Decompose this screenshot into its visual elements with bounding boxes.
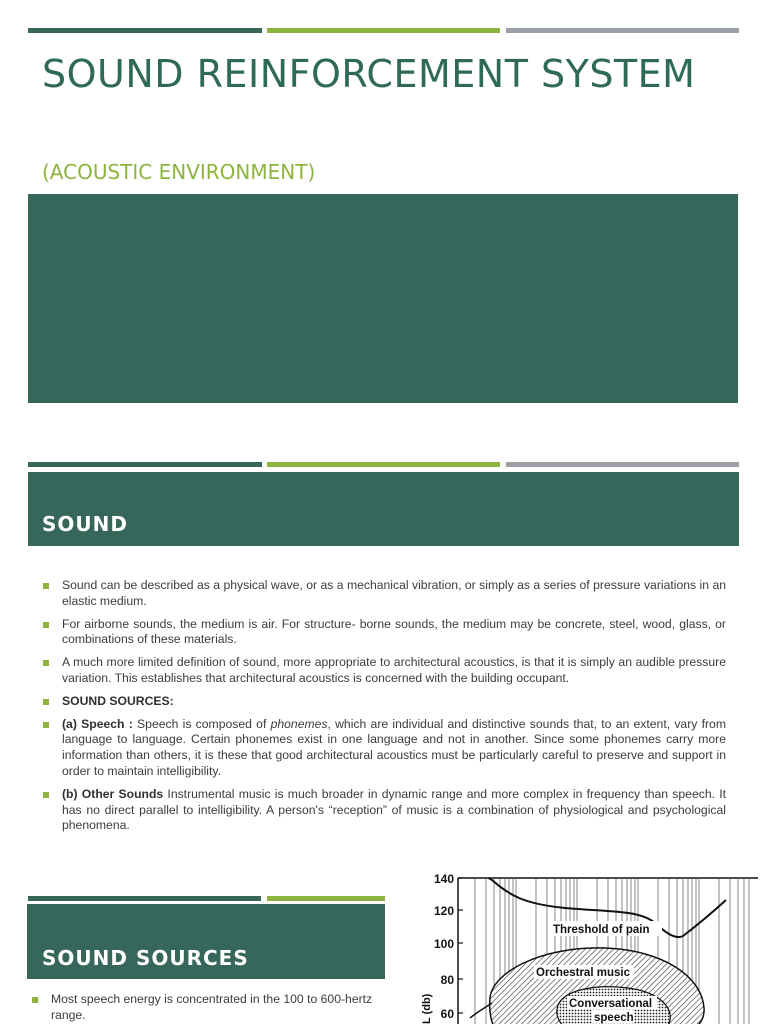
bullet-square-icon bbox=[32, 997, 38, 1003]
y-tick-80: 80 bbox=[440, 973, 454, 987]
other-sounds-text: Instrumental music is much broader in dynamic range and more complex in frequency than speech. It has no direct parallel to intelligibility. A person's “reception” of music is a combination of physiological and psychological phenomena. bbox=[62, 786, 726, 833]
y-tick-120: 120 bbox=[433, 904, 454, 918]
bullet-square-icon bbox=[43, 792, 49, 798]
bullet-square-icon bbox=[43, 699, 49, 705]
conversational-label: Conversational bbox=[569, 998, 653, 1010]
sound-heading: SOUND bbox=[42, 512, 128, 536]
sound-bullet-list bbox=[42, 578, 726, 841]
other-sounds-label: (b) Other Sounds bbox=[62, 786, 164, 801]
bullet-square-icon bbox=[43, 660, 49, 666]
sound-level-figure bbox=[400, 868, 768, 1024]
slide-subtitle: (ACOUSTIC ENVIRONMENT) bbox=[42, 160, 316, 184]
y-tick-labels bbox=[434, 872, 454, 1021]
bullet-square-icon bbox=[43, 583, 49, 589]
sound-sources-label: SOUND SOURCES: bbox=[62, 693, 174, 708]
bullet-text: Sound can be described as a physical wave, or as a mechanical vibration, or simply as a series of pressure variations in an elastic medium. bbox=[62, 578, 726, 608]
y-tick-60: 60 bbox=[440, 1007, 454, 1021]
bullet-text: For airborne sounds, the medium is air. For structure- borne sounds, the medium may be concrete, steel, wood, glass, or combinations of these materials. bbox=[62, 616, 726, 647]
rule-dark-green bbox=[28, 28, 262, 33]
speech-text-before: Speech is composed of bbox=[132, 716, 271, 731]
y-axis-label: L (db) bbox=[421, 993, 433, 1024]
list-item bbox=[42, 717, 726, 780]
speech-text-after: , which are individual and distinctive sounds that, to an extent, vary from language to language. Certain phonemes exist in one language and not in another. Since some phonemes carry more information than others, it is these that good architectural acoustics must be particularly careful to preserve and support in order to maintain intelligibility. bbox=[62, 716, 726, 778]
speech-label: (a) Speech : bbox=[62, 716, 133, 731]
threshold-label: Threshold of pain bbox=[553, 924, 650, 936]
bullet-text: Most speech energy is concentrated in the 100 to 600-hertz range. bbox=[51, 992, 373, 1022]
list-item bbox=[42, 617, 726, 649]
sound-sources-heading: SOUND SOURCES bbox=[42, 946, 249, 970]
orchestral-label: Orchestral music bbox=[536, 967, 630, 979]
list-item bbox=[42, 787, 726, 834]
rule-gray bbox=[506, 462, 739, 467]
y-tick-100: 100 bbox=[433, 937, 454, 951]
bullet-square-icon bbox=[43, 622, 49, 628]
y-tick-140: 140 bbox=[433, 872, 454, 886]
bullet-text: A much more limited definition of sound, more appropriate to architectural acoustics, is that it is simply an audible pressure variation. This establishes that architectural acoustics is concerned with the building occupant. bbox=[62, 655, 726, 685]
bullet-square-icon bbox=[43, 722, 49, 728]
rule-dark-green bbox=[28, 462, 262, 467]
rule-lime bbox=[267, 462, 500, 467]
rule-dark-green bbox=[28, 896, 261, 901]
list-item bbox=[42, 694, 726, 710]
rule-gray bbox=[506, 28, 739, 33]
title-panel bbox=[28, 194, 738, 403]
speech-italic-term: phonemes bbox=[270, 716, 328, 731]
sound-header-panel bbox=[28, 472, 739, 546]
rule-lime bbox=[267, 896, 385, 901]
list-item bbox=[32, 992, 377, 1023]
speech-label-fig: speech bbox=[594, 1012, 634, 1024]
list-item bbox=[42, 655, 726, 687]
list-item bbox=[42, 578, 726, 610]
slide-title: SOUND REINFORCEMENT SYSTEM bbox=[42, 52, 696, 96]
rule-lime bbox=[267, 28, 500, 33]
